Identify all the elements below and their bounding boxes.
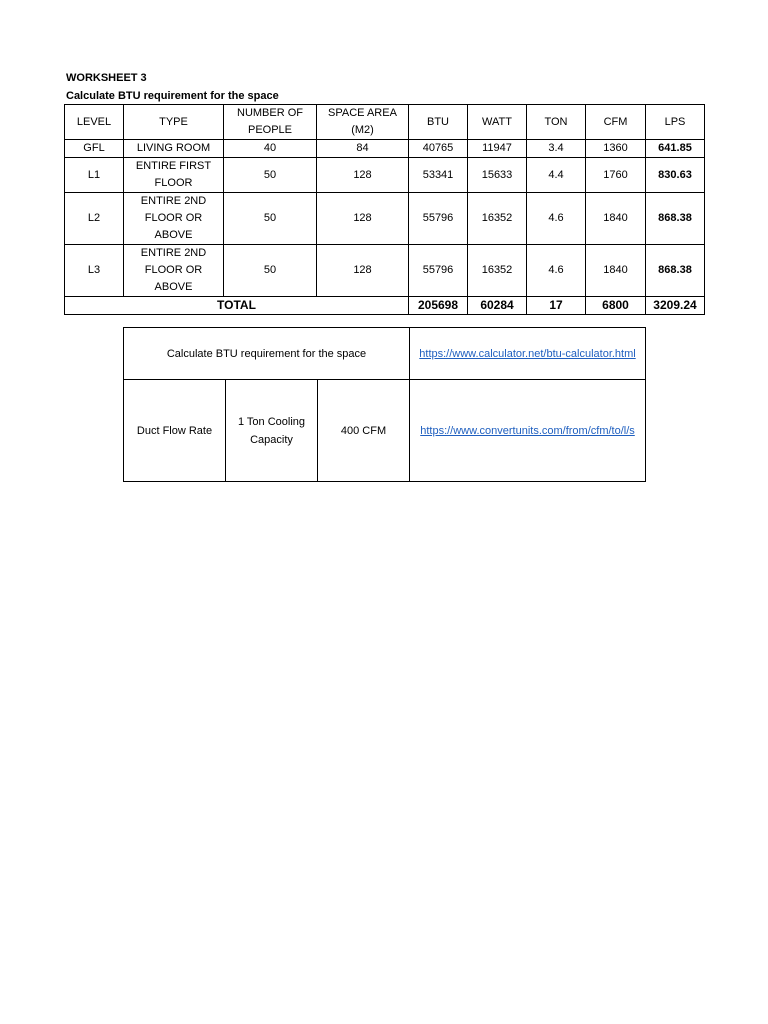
cell-watt: 15633 [468, 158, 527, 193]
cell-people: 50 [224, 245, 317, 297]
header-btu: BTU [409, 105, 468, 140]
cell-level: L1 [65, 158, 124, 193]
header-area: SPACE AREA (M2) [317, 105, 409, 140]
duct-flow-label: Duct Flow Rate [124, 380, 226, 482]
total-btu: 205698 [409, 297, 468, 315]
cell-level: GFL [65, 140, 124, 158]
cell-people: 50 [224, 193, 317, 245]
table-row [65, 158, 705, 193]
btu-worksheet-table [64, 104, 705, 315]
cell-area: 128 [317, 193, 409, 245]
table-row [65, 245, 705, 297]
cell-lps: 641.85 [646, 140, 705, 158]
header-type: TYPE [124, 105, 224, 140]
cell-lps: 868.38 [646, 245, 705, 297]
cell-watt: 16352 [468, 193, 527, 245]
header-people: NUMBER OF PEOPLE [224, 105, 317, 140]
reference-row-btu [124, 328, 646, 380]
total-ton: 17 [527, 297, 586, 315]
cell-type: ENTIRE 2ND FLOOR OR ABOVE [124, 193, 224, 245]
convert-link-cell [410, 380, 646, 482]
convertunits-link[interactable]: https://www.convertunits.com/from/cfm/to/l/s [420, 424, 635, 437]
cell-level: L2 [65, 193, 124, 245]
total-lps: 3209.24 [646, 297, 705, 315]
total-label: TOTAL [65, 297, 409, 315]
cfm-value: 400 CFM [318, 380, 410, 482]
total-watt: 60284 [468, 297, 527, 315]
header-cfm: CFM [586, 105, 646, 140]
total-cfm: 6800 [586, 297, 646, 315]
header-level: LEVEL [65, 105, 124, 140]
cell-people: 50 [224, 158, 317, 193]
cell-ton: 3.4 [527, 140, 586, 158]
table-row [65, 140, 705, 158]
cell-watt: 11947 [468, 140, 527, 158]
cell-watt: 16352 [468, 245, 527, 297]
table-header-row [65, 105, 705, 140]
btu-calc-link-cell [410, 328, 646, 380]
cell-ton: 4.6 [527, 245, 586, 297]
cell-btu: 55796 [409, 245, 468, 297]
cell-area: 128 [317, 158, 409, 193]
cell-lps: 868.38 [646, 193, 705, 245]
cell-ton: 4.4 [527, 158, 586, 193]
table-row [65, 193, 705, 245]
cell-cfm: 1840 [586, 193, 646, 245]
cell-type: ENTIRE FIRST FLOOR [124, 158, 224, 193]
cell-people: 40 [224, 140, 317, 158]
cell-area: 128 [317, 245, 409, 297]
cooling-capacity-label: 1 Ton Cooling Capacity [226, 380, 318, 482]
cell-type: ENTIRE 2ND FLOOR OR ABOVE [124, 245, 224, 297]
cell-btu: 53341 [409, 158, 468, 193]
reference-row-duct [124, 380, 646, 482]
cell-cfm: 1360 [586, 140, 646, 158]
total-row [65, 297, 705, 315]
cell-type: LIVING ROOM [124, 140, 224, 158]
header-ton: TON [527, 105, 586, 140]
cell-area: 84 [317, 140, 409, 158]
btu-calc-label: Calculate BTU requirement for the space [124, 328, 410, 380]
header-watt: WATT [468, 105, 527, 140]
cell-lps: 830.63 [646, 158, 705, 193]
cell-btu: 40765 [409, 140, 468, 158]
worksheet-subtitle: Calculate BTU requirement for the space [66, 90, 279, 102]
cell-btu: 55796 [409, 193, 468, 245]
worksheet-title: WORKSHEET 3 [66, 72, 147, 84]
cell-cfm: 1840 [586, 245, 646, 297]
header-lps: LPS [646, 105, 705, 140]
cell-cfm: 1760 [586, 158, 646, 193]
cell-level: L3 [65, 245, 124, 297]
btu-calculator-link[interactable]: https://www.calculator.net/btu-calculator.html [419, 347, 636, 360]
cell-ton: 4.6 [527, 193, 586, 245]
reference-table [123, 327, 646, 482]
